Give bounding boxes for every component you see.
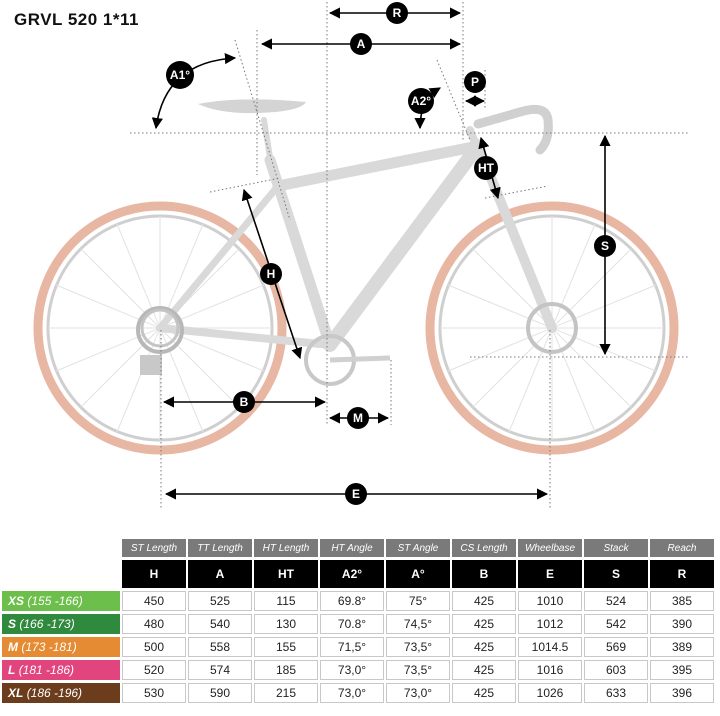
svg-text:M: M [353, 411, 363, 425]
svg-text:H: H [266, 267, 276, 281]
label-e [345, 483, 367, 505]
size-label-m: M (173 -181) [2, 637, 120, 657]
label-b [233, 391, 255, 413]
table-row [2, 591, 714, 611]
bike-silhouette [38, 99, 674, 450]
table-cell: 603 [584, 660, 648, 680]
table-cell: 530 [122, 683, 186, 703]
table-cell: 520 [122, 660, 186, 680]
col-name: ST Angle [386, 539, 450, 557]
col-symbol: H [122, 560, 186, 588]
table-cell: 524 [584, 591, 648, 611]
col-symbol: A° [386, 560, 450, 588]
table-cell: 70.8° [320, 614, 384, 634]
table-cell: 574 [188, 660, 252, 680]
size-label-l: L (181 -186) [2, 660, 120, 680]
col-symbol: A [188, 560, 252, 588]
corner-cell [2, 539, 120, 557]
size-label-s: S (166 -173) [2, 614, 120, 634]
table-cell: 1026 [518, 683, 582, 703]
svg-text:B: B [239, 395, 249, 409]
table-cell: 542 [584, 614, 648, 634]
table-cell: 558 [188, 637, 252, 657]
svg-text:A2°: A2° [410, 94, 432, 108]
table-cell: 74,5° [386, 614, 450, 634]
svg-text:A1°: A1° [169, 68, 191, 82]
table-row [2, 683, 714, 703]
label-a1 [166, 61, 194, 89]
label-r [386, 2, 408, 24]
col-name: HT Length [254, 539, 318, 557]
label-m [347, 407, 369, 429]
col-symbol: B [452, 560, 516, 588]
table-cell: 1016 [518, 660, 582, 680]
col-name: TT Length [188, 539, 252, 557]
label-p [464, 71, 486, 93]
size-label-xs: XS (155 -166) [2, 591, 120, 611]
table-cell: 75° [386, 591, 450, 611]
label-a2 [408, 88, 434, 114]
col-name: Wheelbase [518, 539, 582, 557]
col-symbol: HT [254, 560, 318, 588]
table-cell: 73,0° [320, 683, 384, 703]
table-cell: 425 [452, 660, 516, 680]
table-cell: 1012 [518, 614, 582, 634]
table-cell: 450 [122, 591, 186, 611]
page-title: GRVL 520 1*11 [14, 10, 139, 29]
col-symbol: R [650, 560, 714, 588]
col-symbol: S [584, 560, 648, 588]
col-name: Reach [650, 539, 714, 557]
table-cell: 155 [254, 637, 318, 657]
table-cell: 385 [650, 591, 714, 611]
svg-text:P: P [470, 75, 480, 89]
table-cell: 1014.5 [518, 637, 582, 657]
label-s [594, 235, 616, 257]
header-symbol-row [2, 560, 714, 588]
table-cell: 71,5° [320, 637, 384, 657]
label-a [350, 33, 372, 55]
table-cell: 540 [188, 614, 252, 634]
header-name-row [2, 539, 714, 557]
col-name: HT Angle [320, 539, 384, 557]
table-row [2, 614, 714, 634]
table-cell: 73,0° [320, 660, 384, 680]
svg-text:HT: HT [478, 161, 494, 175]
table-cell: 425 [452, 637, 516, 657]
svg-text:A: A [356, 37, 366, 51]
table-row [2, 660, 714, 680]
table-row [2, 637, 714, 657]
svg-text:S: S [600, 239, 610, 253]
table-cell: 115 [254, 591, 318, 611]
col-name: Stack [584, 539, 648, 557]
svg-text:R: R [392, 6, 402, 20]
col-symbol: A2° [320, 560, 384, 588]
svg-text:E: E [351, 487, 361, 501]
table-cell: 73,5° [386, 660, 450, 680]
label-h [260, 263, 282, 285]
table-cell: 425 [452, 614, 516, 634]
table-cell: 185 [254, 660, 318, 680]
table-cell: 525 [188, 591, 252, 611]
label-ht [474, 156, 498, 180]
table-cell: 569 [584, 637, 648, 657]
table-cell: 73,0° [386, 683, 450, 703]
table-cell: 500 [122, 637, 186, 657]
table-cell: 73,5° [386, 637, 450, 657]
table-cell: 215 [254, 683, 318, 703]
table-cell: 633 [584, 683, 648, 703]
table-cell: 395 [650, 660, 714, 680]
table-cell: 480 [122, 614, 186, 634]
table-cell: 425 [452, 591, 516, 611]
table-cell: 130 [254, 614, 318, 634]
table-cell: 69.8° [320, 591, 384, 611]
table-cell: 389 [650, 637, 714, 657]
col-name: CS Length [452, 539, 516, 557]
table-cell: 590 [188, 683, 252, 703]
geometry-table [0, 536, 716, 706]
corner-cell [2, 560, 120, 588]
size-label-xl: XL (186 -196) [2, 683, 120, 703]
table-cell: 390 [650, 614, 714, 634]
col-symbol: E [518, 560, 582, 588]
col-name: ST Length [122, 539, 186, 557]
table-cell: 1010 [518, 591, 582, 611]
table-cell: 396 [650, 683, 714, 703]
table-cell: 425 [452, 683, 516, 703]
